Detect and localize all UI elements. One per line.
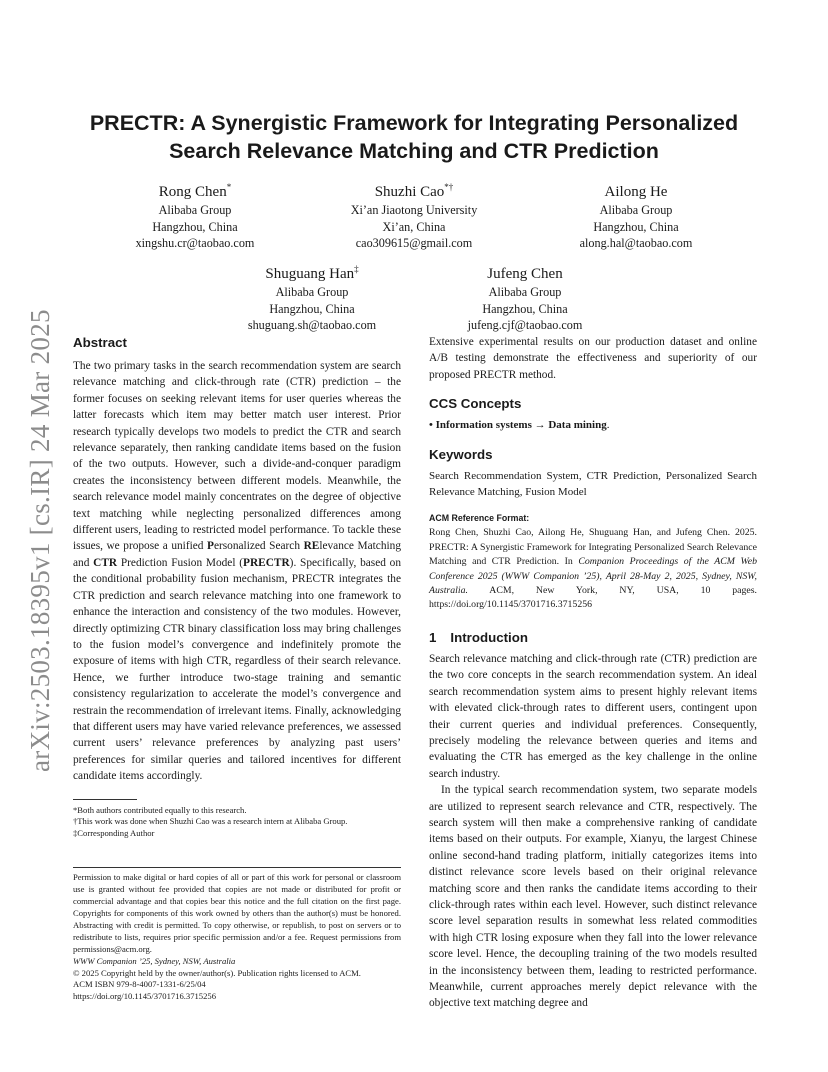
ccs-heading: CCS Concepts xyxy=(429,396,522,412)
author-email[interactable]: shuguang.sh@taobao.com xyxy=(247,318,377,333)
author-email[interactable]: along.hal@taobao.com xyxy=(579,236,693,251)
footnote-corresponding: ‡Corresponding Author xyxy=(73,828,155,839)
author-location: Hangzhou, China xyxy=(152,219,238,234)
permission-block xyxy=(73,872,401,1003)
acm-reference-heading: ACM Reference Format: xyxy=(429,513,530,524)
author-name: Jufeng Chen xyxy=(487,266,563,282)
footnotes xyxy=(73,805,401,841)
author-affiliation: Alibaba Group xyxy=(275,285,349,299)
introduction-heading xyxy=(429,629,757,647)
author-email[interactable]: cao309615@gmail.com xyxy=(355,236,473,251)
abstract-continuation: Extensive experimental results on our production dataset and online A/B testing demonstrate the effectiveness and superiority of our proposed PRECTR method. xyxy=(429,336,757,381)
abstract-body: The two primary tasks in the search recommendation system are search relevance matching and click-through rate (CTR) prediction – the former focuses on seeking relevant items for user queries whereas the latter forecasts which item may better match user interest. Prior research typically develops two models to predict the CTR and search relevance separately, then ranking candidate items based on the fusion of the two outputs. However, such a divide-and-conquer paradigm creates the inconsistency between different models. Meanwhile, the search relevance model mainly concentrates on the degree of objective text matching while neglecting personalized differences among different users, leading to restricted model performance. To tackle these issues, we propose a unified Personalized Search RElevance Matching and CTR Prediction Fusion Model (PRECTR). Specifically, based on the conditional probability fusion mechanism, PRECTR integrates the CTR prediction and search relevance matching into one framework to enhance the interaction and consistency of the two modules. However, directly optimizing CTR binary classification loss may bring challenges to the fusion model’s convergence and indefinitely promote the exposure of items with high CTR, regardless of their search relevance. Hence, we further introduce two-stage training and semantic consistency regularization to accelerate the model’s convergence and restrain the recommendation of irrelevant items. Finally, acknowledging that different users may have varied relevance preferences, we assessed current users’ relevance preferences by analyzing past users’ preferences for similar queries and tailored incentives for different candidate items accordingly. xyxy=(73,360,401,783)
author-affiliation: Xi’an Jiaotong University xyxy=(350,203,478,217)
footnote-equal-contribution: *Both authors contributed equally to this research. xyxy=(73,804,247,815)
author-block xyxy=(304,177,524,252)
author-affiliation: Alibaba Group xyxy=(599,203,673,217)
author-location: Hangzhou, China xyxy=(593,219,679,234)
author-block xyxy=(85,177,305,252)
paper-title xyxy=(60,109,768,165)
author-email[interactable]: jufeng.cjf@taobao.com xyxy=(467,318,583,333)
ccs-item: • Information systems → Data mining. xyxy=(429,419,610,432)
keywords-heading: Keywords xyxy=(429,446,493,462)
author-affiliation: Alibaba Group xyxy=(488,285,562,299)
author-location: Hangzhou, China xyxy=(482,301,568,316)
author-block xyxy=(526,177,746,252)
venue-line: WWW Companion ’25, Sydney, NSW, Australia xyxy=(73,955,236,966)
author-mark: * xyxy=(226,182,232,192)
arxiv-identifier: arXiv:2503.18395v1 [cs.IR] 24 Mar 2025 xyxy=(25,309,55,772)
footnote-intern: †This work was done when Shuzhi Cao was a research intern at Alibaba Group. xyxy=(73,816,348,827)
author-name: Shuguang Han xyxy=(265,266,355,282)
author-name: Ailong He xyxy=(604,184,668,200)
doi-link[interactable]: https://doi.org/10.1145/3701716.3715256 xyxy=(73,991,216,1002)
section-number: 1 xyxy=(429,629,437,645)
author-affiliation: Alibaba Group xyxy=(158,203,232,217)
right-column xyxy=(429,334,757,1012)
author-block xyxy=(202,259,422,334)
title-line-1: PRECTR: A Synergistic Framework for Integrating Personalized xyxy=(89,111,739,135)
author-location: Hangzhou, China xyxy=(269,301,355,316)
isbn-line: ACM ISBN 979-8-4007-1331-6/25/04 xyxy=(73,979,206,990)
left-column xyxy=(73,334,401,1003)
author-name: Rong Chen xyxy=(158,184,227,200)
author-block xyxy=(415,259,635,334)
copyright-line: © 2025 Copyright held by the owner/author(s). Publication rights licensed to ACM. xyxy=(73,967,361,978)
author-mark: *† xyxy=(444,182,454,192)
introduction-paragraph-2: In the typical search recommendation system, two separate models are utilized to represent search relevance and CTR, respectively. The search system will then make a comprehensive ranking of candidate items based on their outputs. For example, Xianyu, the largest Chinese online second-hand trading platform, initially categorizes items into distinct relevance score levels based on their original relevance matching score and then ranks the candidate items according to their click-through rates within each level. However, such distinct relevance score level separation results in somewhat less related commodities with high CTR losing exposure when they fall into the lower relevance score level. Hence, the decoupling training of the two models resulted in the inconsistency between them, leading to restricted performance. Meanwhile, current approaches merely depict relevance with the objective text matching degree and xyxy=(429,784,757,1010)
section-title: Introduction xyxy=(450,629,528,645)
acm-reference-text: Rong Chen, Shuzhi Cao, Ailong He, Shuguang Han, and Jufeng Chen. 2025. PRECTR: A Synergistic Framework for Integrating Personalized Search Relevance Matching and CTR Prediction. In Companion Proceedings of the ACM Web Conference 2025 (WWW Companion ’25), April 28-May 2, 2025, Sydney, NSW, Australia. ACM, New York, NY, USA, 10 pages. https://doi.org/10.1145/3701716.3715256 xyxy=(429,527,757,611)
author-name: Shuzhi Cao xyxy=(374,184,445,200)
permission-text: Permission to make digital or hard copies of all or part of this work for personal or classroom use is granted without fee provided that copies are not made or distributed for profit or commercial advantage and that copies bear this notice and the full citation on the first page. Copyrights for components of this work owned by others than the author(s) must be honored. Abstracting with credit is permitted. To copy otherwise, or republish, to post on servers or to redistribute to lists, requires prior specific permission and/or a fee. Request permissions from permissions@acm.org. xyxy=(73,872,401,954)
author-location: Xi’an, China xyxy=(382,219,446,234)
footnote-rule xyxy=(73,799,137,800)
title-line-2: Search Relevance Matching and CTR Prediction xyxy=(169,139,659,163)
abstract-heading: Abstract xyxy=(73,335,127,350)
author-mark: ‡ xyxy=(354,264,359,274)
keywords-text: Search Recommendation System, CTR Prediction, Personalized Search Relevance Matching, Fusion Model xyxy=(429,469,757,499)
introduction-paragraph-1: Search relevance matching and click-through rate (CTR) prediction are the two core concepts in the search recommendation system. An ideal search recommendation system aims to present highly relevant items with elevated click-through rates to different users, contingent upon their current queries and individual preferences. Consequently, precisely modeling the relevance between queries and items and evaluating the CTR has emerged as the key challenge in the online search industry. xyxy=(429,652,757,780)
permission-rule xyxy=(73,867,401,868)
author-email[interactable]: xingshu.cr@taobao.com xyxy=(135,236,255,251)
